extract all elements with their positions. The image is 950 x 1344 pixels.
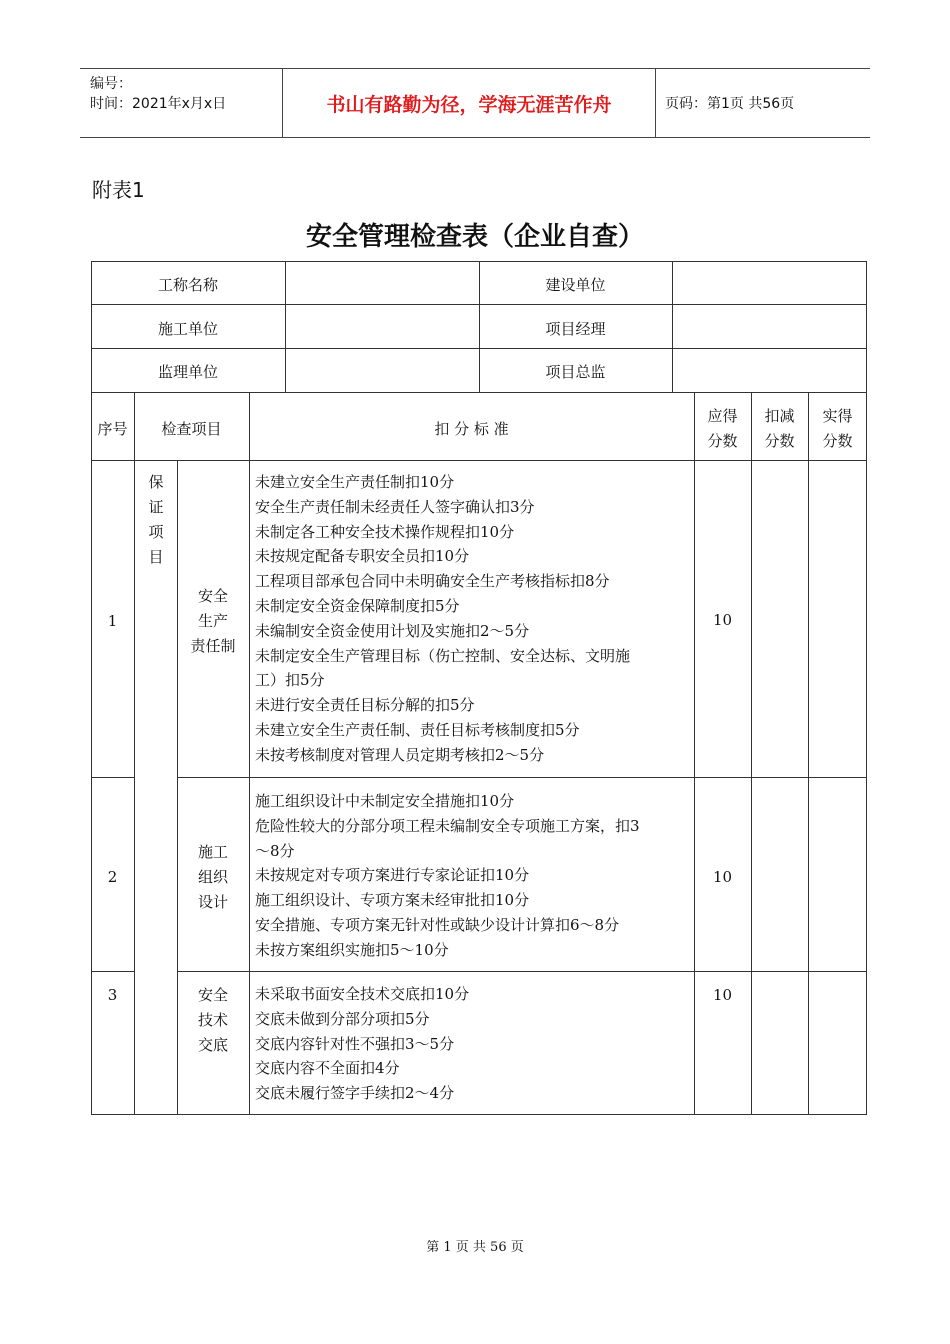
col-header-deduct-1: 扣减 (764, 407, 795, 425)
header-motto: 书山有路勤为径，学海无涯苦作舟 (282, 69, 656, 137)
row-1-item: 安全 生产 责任制 (190, 587, 236, 655)
row-3-score: 10 (712, 986, 733, 1004)
header-meta (80, 69, 282, 137)
row-3-standards: 未采取书面安全技术交底扣10分 交底未做到分部分项扣5分 交底内容针对性不强扣3～5分 交底内容不全面扣4分 交底未履行签字手续扣2～4分 (255, 985, 470, 1103)
chief-supervisor-label: 项目总监 (545, 363, 606, 381)
row-1-no: 1 (107, 612, 118, 630)
document-number-label: 编号： (90, 76, 132, 92)
col-header-item: 检查项目 (161, 420, 222, 438)
document-date: 时间：2021年x月x日 (90, 96, 227, 112)
page-footer: 第 1 页 共 56 页 (426, 1240, 524, 1255)
row-1-score: 10 (712, 611, 733, 629)
row-3-item: 安全 技术 交底 (197, 986, 228, 1054)
col-header-deduct-2: 分数 (764, 432, 795, 450)
col-header-actual-2: 分数 (822, 432, 853, 450)
col-header-standard: 扣 分 标 准 (434, 420, 509, 438)
col-header-no: 序号 (97, 420, 128, 438)
row-2-no: 2 (107, 868, 118, 886)
col-header-due-2: 分数 (707, 432, 738, 450)
header-page-info: 页码：第1页 共56页 (665, 96, 795, 112)
page-header (80, 68, 870, 138)
col-header-actual-1: 实得 (822, 407, 853, 425)
project-manager-label: 项目经理 (545, 320, 606, 338)
row-3-no: 3 (107, 986, 118, 1004)
owner-unit-label: 建设单位 (545, 276, 606, 294)
row-2-score: 10 (712, 868, 733, 886)
contractor-label: 施工单位 (157, 320, 218, 338)
row-2-standards: 施工组织设计中未制定安全措施扣10分 危险性较大的分部分项工程未编制安全专项施工方案，扣3 ～8分 未按规定对专项方案进行专家论证扣10分 施工组织设计、专项方案未经审批扣10分 安全措施、专项方案无针对性或缺少设计计算扣6～8分 未按方案组织实施扣5～10分 (255, 792, 640, 959)
row-1-standards: 未建立安全生产责任制扣10分 安全生产责任制未经责任人签字确认扣3分 未制定各工种安全技术操作规程扣10分 未按规定配备专职安全员扣10分 工程项目部承包合同中未明确安全生产考核指标扣8分 未制定安全资金保障制度扣5分 未编制安全资金使用计划及实施扣2～5分 未制定安全生产管理目标（伤亡控制、安全达标、文明施 工）扣5分 未进行安全责任目标分解的扣5分 未建立安全生产责任制、责任目标考核制度扣5分 未按考核制度对管理人员定期考核扣2～5分 (255, 473, 631, 764)
project-name-label: 工称名称 (157, 276, 218, 294)
appendix-label: 附表1 (92, 178, 145, 202)
col-header-due-1: 应得 (707, 407, 738, 425)
row-2-item: 施工 组织 设计 (197, 843, 228, 911)
supervisor-label: 监理单位 (157, 363, 218, 381)
category-label: 保 证 项 目 (148, 473, 164, 566)
page-title: 安全管理检查表（企业自查） (305, 222, 644, 252)
